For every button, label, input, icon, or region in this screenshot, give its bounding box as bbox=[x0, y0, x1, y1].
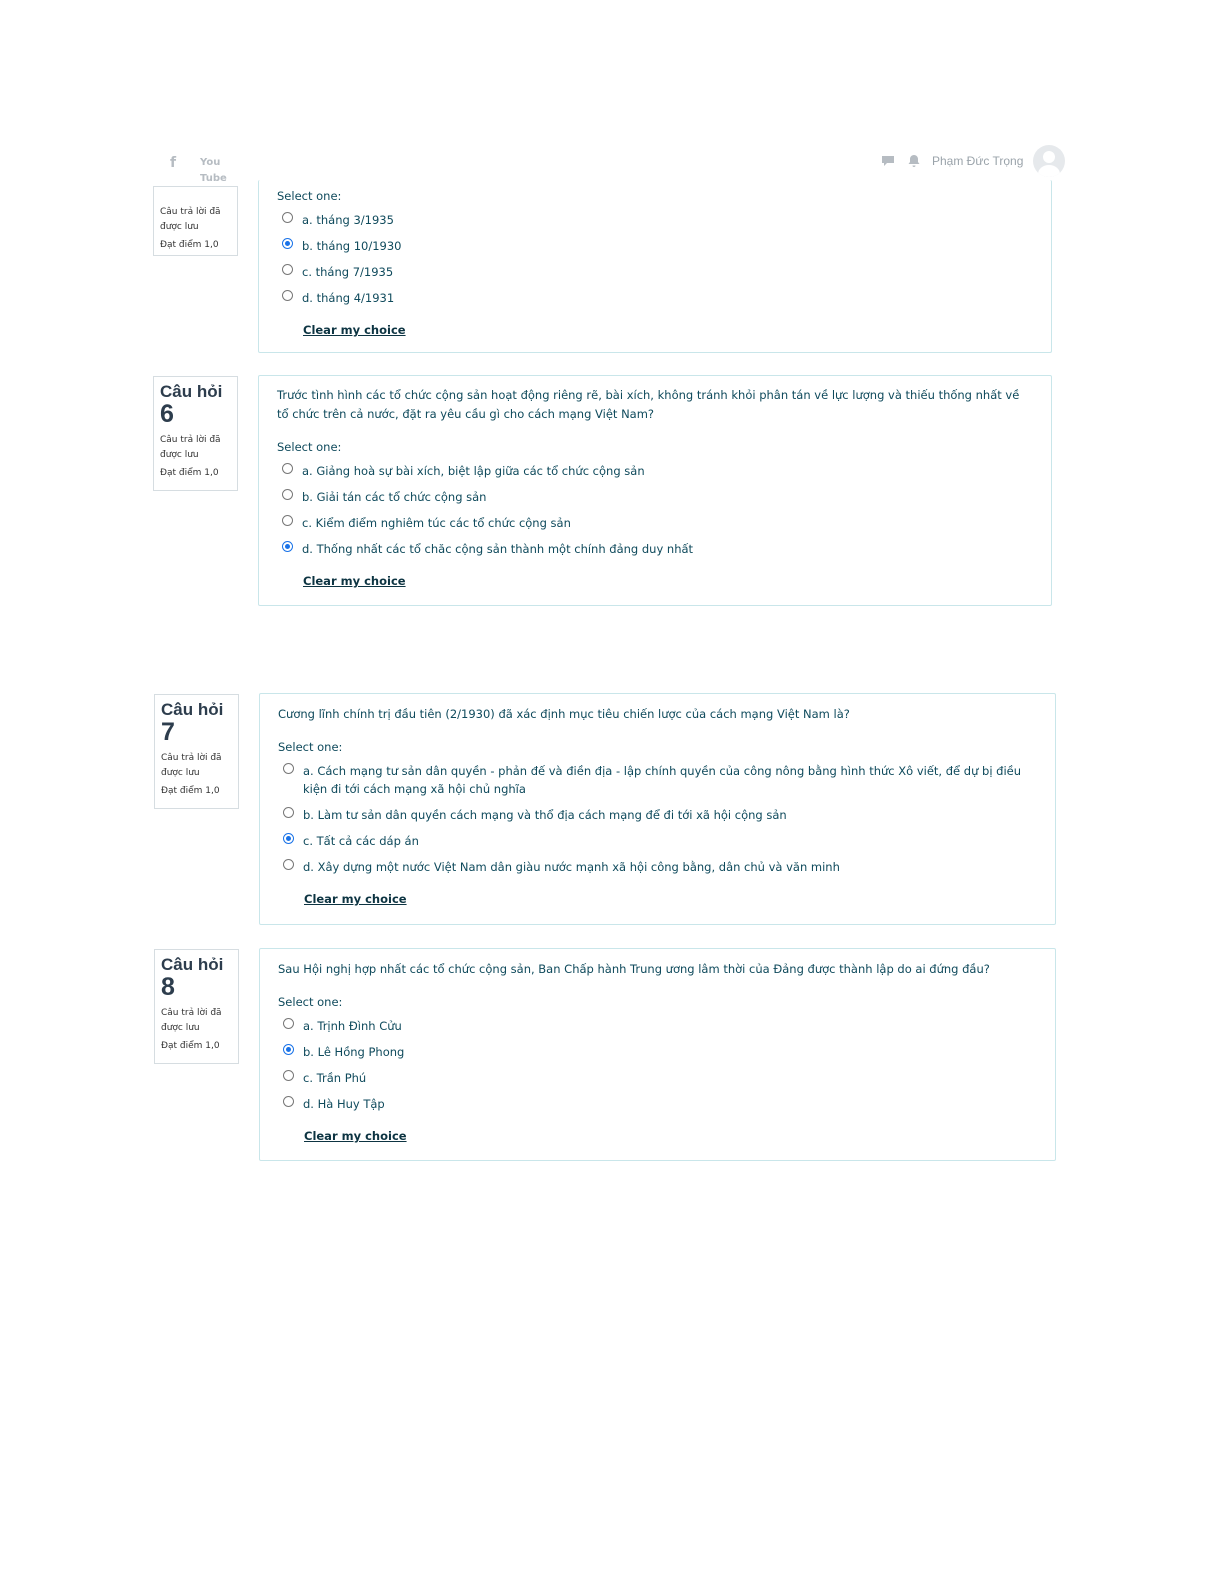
answer-option[interactable] bbox=[278, 858, 1037, 876]
answer-option[interactable] bbox=[277, 289, 1033, 307]
answer-label[interactable]: c. Trần Phú bbox=[303, 1071, 367, 1085]
question-label: Câu hỏi bbox=[161, 955, 224, 974]
clear-choice-link[interactable]: Clear my choice bbox=[304, 892, 407, 906]
radio-button[interactable] bbox=[282, 238, 293, 249]
radio-button[interactable] bbox=[282, 264, 293, 275]
answer-option[interactable] bbox=[277, 540, 1033, 558]
radio-button[interactable] bbox=[282, 290, 293, 301]
answer-option[interactable] bbox=[278, 762, 1037, 798]
question-box-5 bbox=[258, 180, 1052, 353]
question-state: Câu trả lời đã được lưu bbox=[161, 1008, 222, 1033]
answer-option[interactable] bbox=[277, 462, 1033, 480]
options-list bbox=[278, 762, 1037, 876]
options-list bbox=[278, 1017, 1037, 1113]
question-info-5 bbox=[153, 186, 238, 256]
question-box-7 bbox=[259, 693, 1056, 925]
question-label: Câu hỏi bbox=[161, 700, 224, 719]
radio-button[interactable] bbox=[282, 489, 293, 500]
youtube-icon[interactable]: You Tube bbox=[200, 157, 227, 184]
answer-option[interactable] bbox=[277, 263, 1033, 281]
select-one-label: Select one: bbox=[278, 995, 343, 1009]
answer-label[interactable]: c. Tất cả các dáp án bbox=[303, 834, 419, 848]
select-one-label: Select one: bbox=[277, 440, 342, 454]
answer-label[interactable]: a. Cách mạng tư sản dân quyền - phản đế và điền địa - lập chính quyền của công nông bằng hình thức Xô viết, để dự bị điều kiện đi tới cách mạng xã hội chủ nghĩa bbox=[303, 764, 1022, 796]
question-number: 6 bbox=[160, 400, 174, 428]
radio-button[interactable] bbox=[283, 1018, 294, 1029]
question-box-8 bbox=[259, 948, 1056, 1161]
user-name[interactable]: Phạm Đức Trọng bbox=[932, 154, 1024, 168]
question-grade: Đạt điểm 1,0 bbox=[161, 786, 220, 796]
question-state: Câu trả lời đã được lưu bbox=[160, 435, 221, 460]
options-list bbox=[277, 211, 1033, 307]
answer-label[interactable]: a. Giảng hoà sự bài xích, biệt lập giữa các tổ chức cộng sản bbox=[302, 464, 645, 478]
radio-button[interactable] bbox=[283, 1096, 294, 1107]
radio-button[interactable] bbox=[283, 1070, 294, 1081]
answer-label[interactable]: c. Kiểm điểm nghiêm túc các tổ chức cộng sản bbox=[302, 516, 571, 530]
answer-option[interactable] bbox=[277, 488, 1033, 506]
options-list bbox=[277, 462, 1033, 558]
question-label: Câu hỏi bbox=[160, 382, 223, 401]
clear-choice-link[interactable]: Clear my choice bbox=[303, 323, 406, 337]
question-text: Sau Hội nghị hợp nhất các tổ chức cộng sản, Ban Chấp hành Trung ương lâm thời của Đảng được thành lập do ai đứng đầu? bbox=[278, 962, 990, 976]
answer-label[interactable]: b. tháng 10/1930 bbox=[302, 239, 402, 253]
radio-button[interactable] bbox=[283, 807, 294, 818]
question-info-8 bbox=[154, 949, 239, 1064]
radio-button[interactable] bbox=[282, 541, 293, 552]
top-bar bbox=[0, 145, 1225, 185]
answer-option[interactable] bbox=[277, 211, 1033, 229]
chat-icon[interactable] bbox=[880, 153, 896, 169]
question-grade: Đạt điểm 1,0 bbox=[161, 1041, 220, 1051]
question-number: 8 bbox=[161, 973, 175, 1001]
answer-label[interactable]: d. Thống nhất các tổ chăc cộng sản thành một chính đảng duy nhất bbox=[302, 542, 694, 556]
select-one-label: Select one: bbox=[278, 740, 343, 754]
question-grade: Đạt điểm 1,0 bbox=[160, 468, 219, 478]
question-text: Cương lĩnh chính trị đầu tiên (2/1930) đã xác định mục tiêu chiến lược của cách mạng Việt Nam là? bbox=[278, 707, 850, 721]
select-one-label: Select one: bbox=[277, 189, 342, 203]
question-state: Câu trả lời đã được lưu bbox=[160, 207, 221, 232]
facebook-icon[interactable]: f bbox=[169, 155, 177, 171]
radio-button[interactable] bbox=[283, 859, 294, 870]
answer-option[interactable] bbox=[277, 237, 1033, 255]
clear-choice-link[interactable]: Clear my choice bbox=[304, 1129, 407, 1143]
question-grade: Đạt điểm 1,0 bbox=[160, 240, 219, 250]
answer-label[interactable]: b. Làm tư sản dân quyền cách mạng và thổ địa cách mạng để đi tới xã hội cộng sản bbox=[303, 808, 787, 822]
bell-icon[interactable] bbox=[906, 153, 922, 169]
answer-label[interactable]: d. tháng 4/1931 bbox=[302, 291, 395, 305]
question-state: Câu trả lời đã được lưu bbox=[161, 753, 222, 778]
answer-option[interactable] bbox=[278, 806, 1037, 824]
answer-option[interactable] bbox=[278, 1095, 1037, 1113]
answer-label[interactable]: c. tháng 7/1935 bbox=[302, 265, 394, 279]
answer-label[interactable]: b. Lê Hồng Phong bbox=[303, 1045, 405, 1059]
answer-option[interactable] bbox=[277, 514, 1033, 532]
answer-label[interactable]: d. Xây dựng một nước Việt Nam dân giàu nước mạnh xã hội công bằng, dân chủ và văn minh bbox=[303, 860, 840, 874]
radio-button[interactable] bbox=[283, 1044, 294, 1055]
radio-button[interactable] bbox=[283, 763, 294, 774]
question-text: Trước tình hình các tổ chức cộng sản hoạt động riêng rẽ, bài xích, không tránh khỏi phân tán về lực lượng và thiếu thống nhất về tổ chức trên cả nước, đặt ra yêu cầu gì cho cách mạng Việt Nam? bbox=[277, 388, 1020, 421]
answer-label[interactable]: a. Trịnh Đình Cửu bbox=[303, 1019, 402, 1033]
avatar[interactable] bbox=[1033, 145, 1065, 177]
question-number: 7 bbox=[161, 718, 175, 746]
social-links bbox=[166, 155, 227, 187]
clear-choice-link[interactable]: Clear my choice bbox=[303, 574, 406, 588]
answer-option[interactable] bbox=[278, 1043, 1037, 1061]
radio-button[interactable] bbox=[282, 515, 293, 526]
radio-button[interactable] bbox=[283, 833, 294, 844]
answer-option[interactable] bbox=[278, 1017, 1037, 1035]
question-info-7 bbox=[154, 694, 239, 809]
question-info-6 bbox=[153, 376, 238, 491]
question-box-6 bbox=[258, 375, 1052, 606]
answer-label[interactable]: d. Hà Huy Tập bbox=[303, 1097, 385, 1111]
radio-button[interactable] bbox=[282, 463, 293, 474]
radio-button[interactable] bbox=[282, 212, 293, 223]
answer-label[interactable]: b. Giải tán các tổ chức cộng sản bbox=[302, 490, 487, 504]
answer-label[interactable]: a. tháng 3/1935 bbox=[302, 213, 394, 227]
user-menu bbox=[880, 145, 1065, 177]
answer-option[interactable] bbox=[278, 1069, 1037, 1087]
answer-option[interactable] bbox=[278, 832, 1037, 850]
